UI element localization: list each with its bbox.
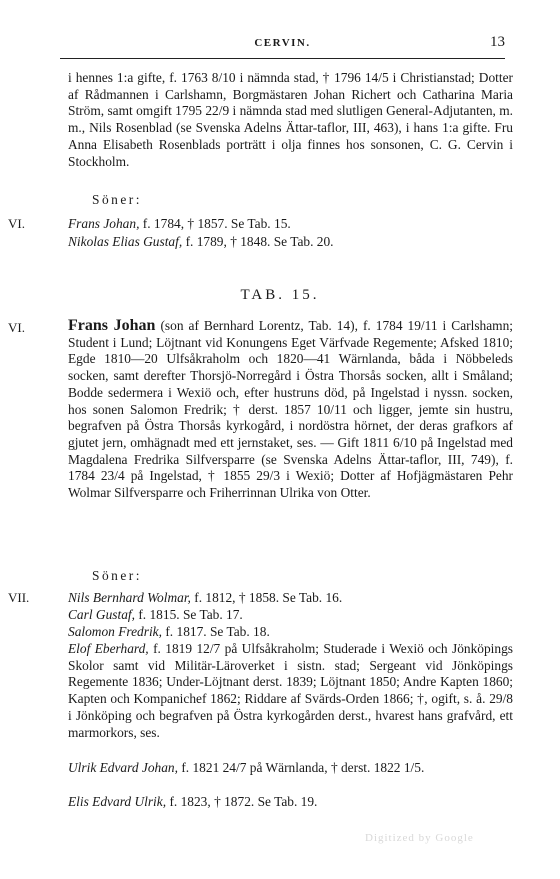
- tab-body-text: (son af Bernhard Lorentz, Tab. 14), f. 1784 19/11 i Carlshamn; Student i Lund; Löjtnant vid Konungens Eget Värfvade Regemente; Afsked 1810; Egde 1810—20 Ulfsåkraholm och 1820—41 Wärnlanda, båda i Nöbbeleds socken, samt derefter Thorsjö-Norregård i Östra Thorsås socken, allt i Småland; Bodde sedermera i Wexiö och, efter hustruns död, på Ingelstad i nyssn. socken, hos sonen Salomon Fredrik; † derst. 1857 10/11 och ligger, jemte sin hustru, begrafven på Östra Thorsås kyrkogård, i nordöstra hörnet, der deras grafkors af gjutet jern, omhägnadt med ett jernstaket, ses. — Gift 1811 6/10 på Ingelstad med Magdalena Fredrika Silfversparre (se Svenska Adelns Ättar-taflor, III, 749), f. 1784 23/4 på Ingelstad, † 1855 29/3 i Wexiö; Dotter af Hofjägmästaren Pehr Wolmar Silfversparre och Friherrinnan Ulrika von Otter.: [68, 318, 513, 501]
- child-entry: [68, 607, 243, 623]
- generation-marker: VII.: [8, 590, 30, 605]
- child-name: Ulrik Edvard Johan,: [68, 760, 178, 775]
- child-details: f. 1817. Se Tab. 18.: [165, 624, 270, 639]
- child-details: f. 1819 12/7 på Ulfsåkraholm; Studerade i Wexiö och Jönköpings Skolor samt vid Militär-Läroverket i sistn. stad; Sergeant vid Jönköpings Regemente 1836; Under-Löjtnant derst. 1839; Löjtnant 1850; Andre Kapten 1860; Kapten och Kompanichef 1862; Riddare af Svärds-Orden 1866; †, ogift, s. å. 29/8 i Jönköping och begrafven på Östra kyrkogården derst., hvarest hans grafvård, ett marmorkors, ses.: [68, 641, 513, 740]
- child-name: Carl Gustaf,: [68, 607, 135, 622]
- intro-paragraph: i hennes 1:a gifte, f. 1763 8/10 i nämnda stad, † 1796 14/5 i Christianstad; Dotter af Rådmannen i Carlshamn, Borgmästaren Johan Richert och Catharina Maria Ström, samt omgift 1795 22/9 i nämnda stad med slutligen General-Adjutanten, m. m., Nils Rosenblad (se Svenska Adelns Ättar-taflor, III, 463), i hans 1:a gifte. Fru Anna Elisabeth Rosenblads porträtt i olja finnes hos sonsonen, C. G. Cervin i Stockholm.: [68, 70, 513, 169]
- child-entry: [68, 234, 334, 250]
- child-details: f. 1815. Se Tab. 17.: [138, 607, 243, 622]
- child-entry: [68, 216, 291, 232]
- soner-label: Söner:: [92, 192, 142, 207]
- generation-marker: VI.: [8, 320, 25, 335]
- page-header-title: CERVIN.: [254, 37, 311, 49]
- running-head: [60, 34, 505, 54]
- child-details: f. 1812, † 1858. Se Tab. 16.: [194, 590, 343, 605]
- child-details: f. 1823, † 1872. Se Tab. 19.: [169, 794, 318, 809]
- child-entry-long: [68, 760, 513, 777]
- header-rule: [60, 58, 505, 59]
- page-number: 13: [490, 34, 505, 50]
- child-name: Elis Edvard Ulrik,: [68, 794, 167, 809]
- tab-paragraph: [68, 318, 513, 502]
- headword: Frans Johan: [68, 317, 156, 334]
- child-details: f. 1789, † 1848. Se Tab. 20.: [185, 234, 334, 249]
- child-name: Salomon Fredrik,: [68, 624, 162, 639]
- soner-label: Söner:: [92, 568, 142, 583]
- generation-marker: VI.: [8, 216, 25, 231]
- child-details: f. 1784, † 1857. Se Tab. 15.: [142, 216, 291, 231]
- tab-heading: TAB. 15.: [240, 287, 320, 303]
- child-entry: [68, 624, 270, 640]
- child-details: f. 1821 24/7 på Wärnlanda, † derst. 1822 1/5.: [181, 760, 425, 775]
- child-entry: [68, 590, 342, 606]
- child-entry-long: [68, 641, 513, 741]
- child-name: Elof Eberhard,: [68, 641, 149, 656]
- child-name: Frans Johan,: [68, 216, 140, 231]
- child-name: Nils Bernhard Wolmar,: [68, 590, 191, 605]
- child-name: Nikolas Elias Gustaf,: [68, 234, 183, 249]
- child-entry: [68, 794, 317, 810]
- digitization-stamp: Digitized by Google: [365, 832, 474, 844]
